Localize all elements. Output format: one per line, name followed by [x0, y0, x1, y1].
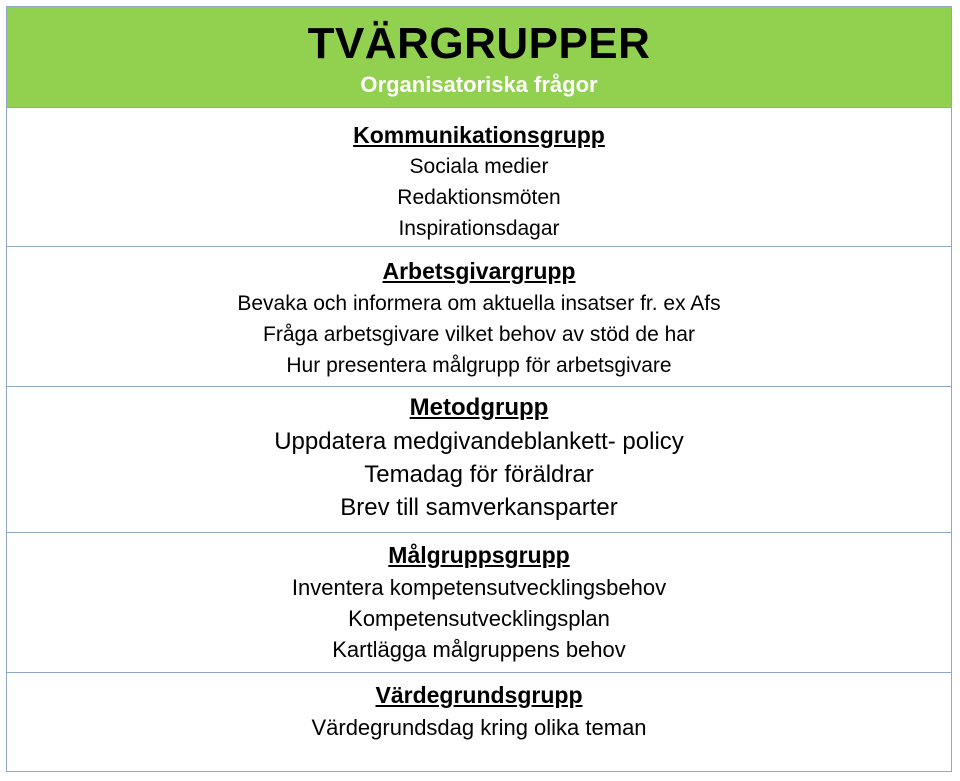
section-title: Kommunikationsgrupp	[353, 122, 605, 148]
section-kommunikationsgrupp	[7, 108, 951, 247]
section-line: Temadag för föräldrar	[364, 461, 594, 488]
section-title: Arbetsgivargrupp	[382, 258, 576, 284]
section-line: Kartlägga målgruppens behov	[332, 637, 626, 662]
section-line: Redaktionsmöten	[397, 186, 561, 209]
section-line: Inventera kompetensutvecklingsbehov	[291, 575, 667, 600]
section-line: Bevaka och informera om aktuella insatser fr. ex Afs	[237, 292, 721, 315]
section-line: Inspirationsdagar	[398, 217, 560, 240]
section-title: Målgruppsgrupp	[388, 542, 570, 568]
section-line: Fråga arbetsgivare vilket behov av stöd de har	[263, 323, 695, 346]
section-title: Värdegrundsgrupp	[375, 682, 583, 708]
page-title: TVÄRGRUPPER	[307, 19, 651, 68]
section-title: Metodgrupp	[409, 394, 549, 421]
section-line: Värdegrundsdag kring olika teman	[311, 715, 647, 740]
document-frame	[6, 6, 952, 772]
section-line: Hur presentera målgrupp för arbetsgivare	[286, 354, 672, 377]
section-line: Uppdatera medgivandeblankett- policy	[274, 428, 684, 455]
section-arbetsgivargrupp	[7, 247, 951, 387]
section-vardegrundsgrupp	[7, 673, 951, 771]
section-metodgrupp	[7, 387, 951, 533]
section-line: Kompetensutvecklingsplan	[348, 606, 610, 631]
section-line: Brev till samverkansparter	[340, 494, 618, 521]
page-subtitle: Organisatoriska frågor	[360, 72, 598, 97]
header-banner	[7, 7, 951, 108]
section-malgruppsgrupp	[7, 533, 951, 673]
section-line: Sociala medier	[409, 155, 549, 178]
